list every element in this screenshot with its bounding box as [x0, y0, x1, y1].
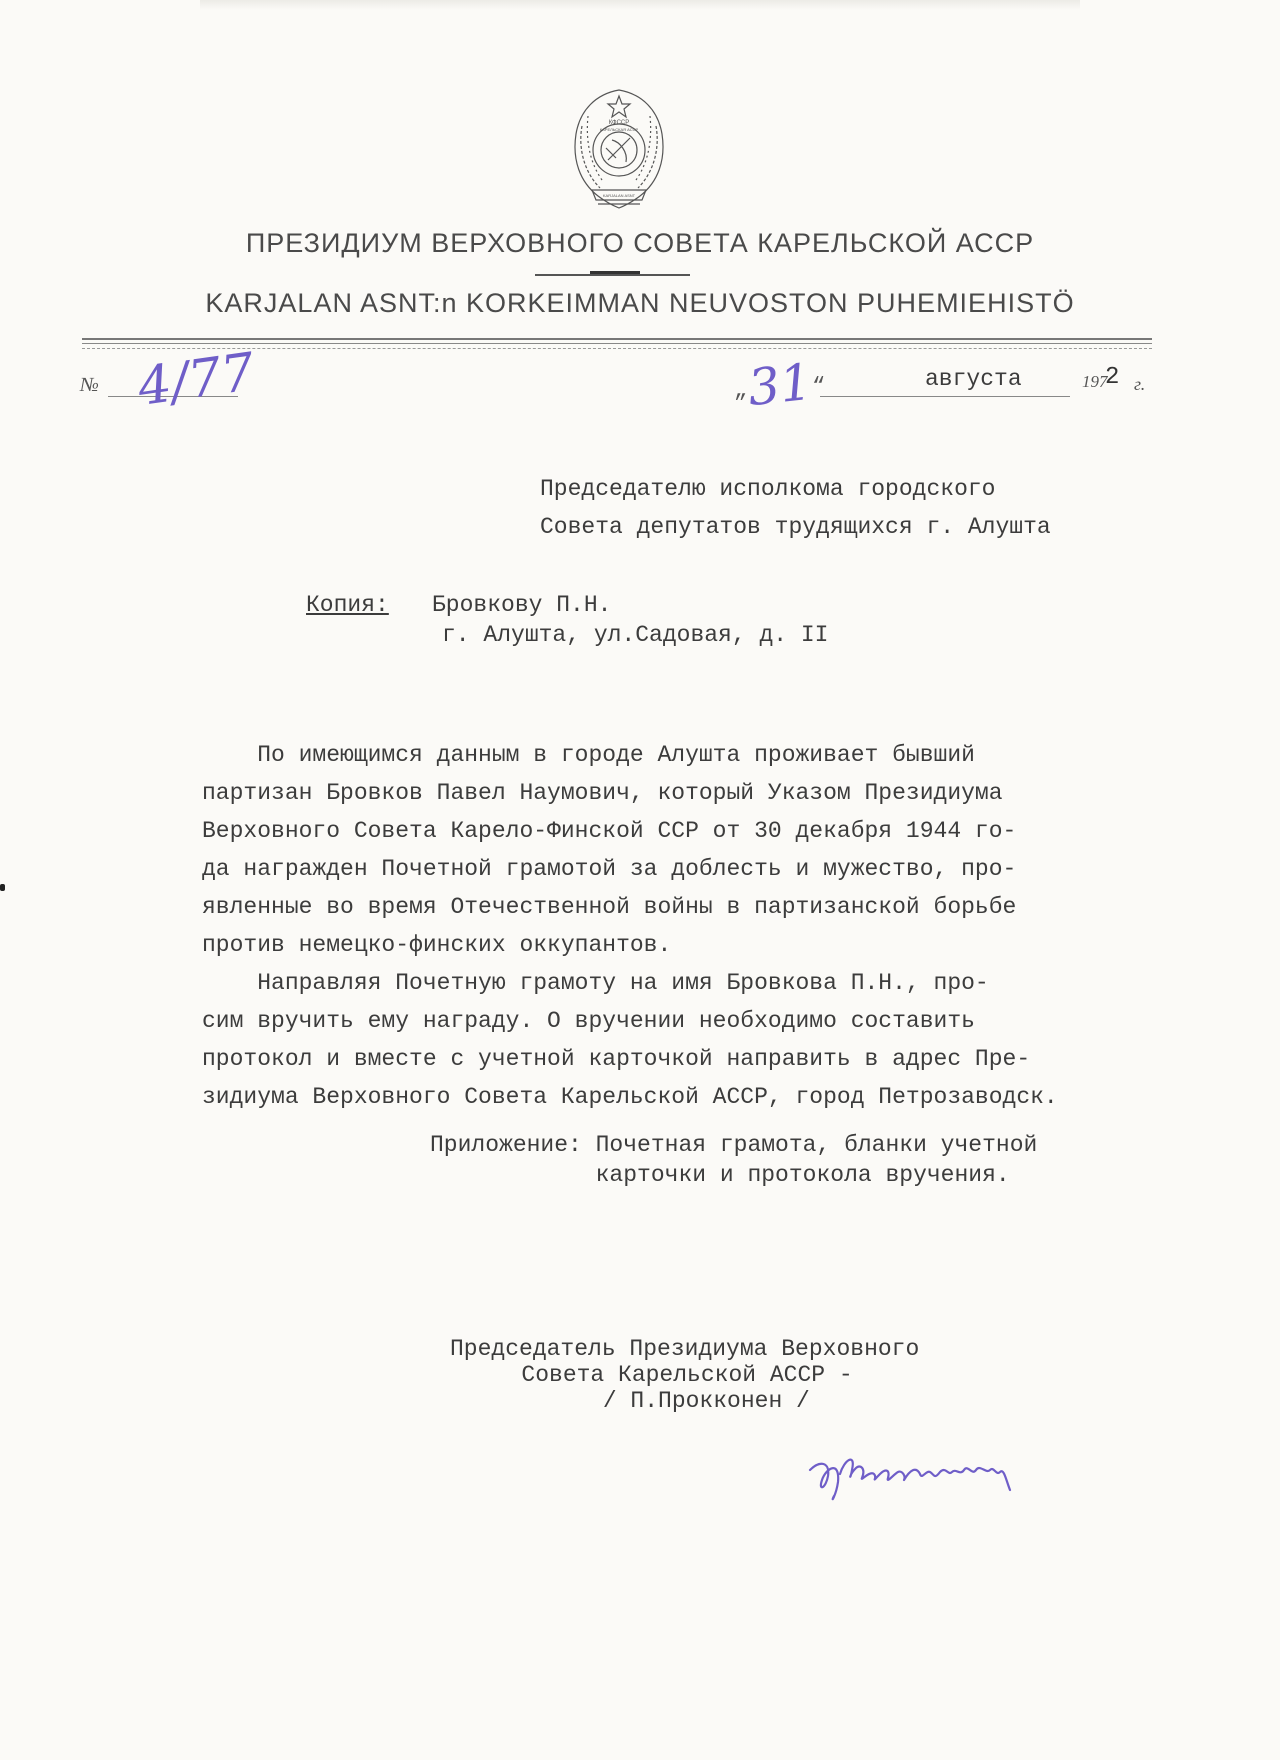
edge-mark	[0, 884, 5, 891]
letterhead-divider-accent	[590, 271, 640, 274]
emblem-inscription-middle: КАРЕЛЬСКАЯ АССР	[599, 127, 639, 132]
emblem-inscription-top: КФССР	[608, 120, 630, 126]
date-year-digit: 2	[1105, 364, 1120, 391]
body-line: сим вручить ему награду. О вручении необходимо составить	[202, 1008, 975, 1034]
attachment-line-1: Приложение: Почетная грамота, бланки учетной	[430, 1132, 1038, 1158]
date-year-prefix: 197	[1082, 372, 1108, 391]
signature-name: / П.Прокконен /	[520, 1388, 810, 1414]
body-line: Верховного Совета Карело-Финской ССР от 30 декабря 1944 го-	[202, 818, 1017, 844]
handwritten-signature	[800, 1430, 1140, 1510]
signature-title-line-2: Совета Карельской АССР -	[480, 1362, 853, 1388]
date-day: 31	[745, 352, 815, 418]
addressee-line-2: Совета депутатов трудящихся г. Алушта	[540, 514, 1051, 540]
page-top-shadow	[200, 0, 1080, 10]
body-line: протокол и вместе с учетной карточкой направить в адрес Пре-	[202, 1046, 1031, 1072]
date-month: августа	[925, 366, 1022, 392]
signature-title-line-1: Председатель Президиума Верховного	[450, 1336, 920, 1362]
letterhead-title-ru: ПРЕЗИДИУМ ВЕРХОВНОГО СОВЕТА КАРЕЛЬСКОЙ АССР	[245, 228, 1035, 258]
body-line: По имеющимся данным в городе Алушта проживает бывший	[202, 742, 975, 768]
body-line: да награжден Почетной грамотой за доблесть и мужество, про-	[202, 856, 1017, 882]
emblem-inscription-ribbon: KARJALAN ASNT	[602, 193, 636, 198]
letterhead-divider	[535, 274, 690, 276]
date-quote-open: „	[734, 378, 748, 403]
body-line: против немецко-финских оккупантов.	[202, 932, 672, 958]
letterhead-rule	[82, 338, 1152, 340]
date-year-suffix: г.	[1134, 374, 1146, 394]
attachment-line-2: карточки и протокола вручения.	[430, 1162, 1010, 1188]
copy-label: Копия:	[306, 592, 389, 618]
registration-number-label: №	[80, 374, 99, 396]
letterhead-title-fi: KARJALAN ASNT:n KORKEIMMAN NEUVOSTON PUHEMIEHISTÖ	[205, 288, 1075, 318]
body-line: зидиума Верховного Совета Карельской АССР, город Петрозаводск.	[202, 1084, 1058, 1110]
date-quote-close: “	[812, 374, 826, 399]
addressee-line-1: Председателю исполкома городского	[540, 476, 996, 502]
body-line: явленные во время Отечественной войны в партизанской борьбе	[202, 894, 1017, 920]
registration-number: 4/77	[134, 342, 259, 418]
body-line: партизан Бровков Павел Наумович, который Указом Президиума	[202, 780, 1003, 806]
copy-address: г. Алушта, ул.Садовая, д. II	[442, 622, 829, 648]
date-line	[820, 396, 1070, 397]
state-emblem-icon	[558, 86, 680, 218]
copy-name: Бровкову П.Н.	[432, 592, 612, 618]
body-line: Направляя Почетную грамоту на имя Бровкова П.Н., про-	[202, 970, 989, 996]
